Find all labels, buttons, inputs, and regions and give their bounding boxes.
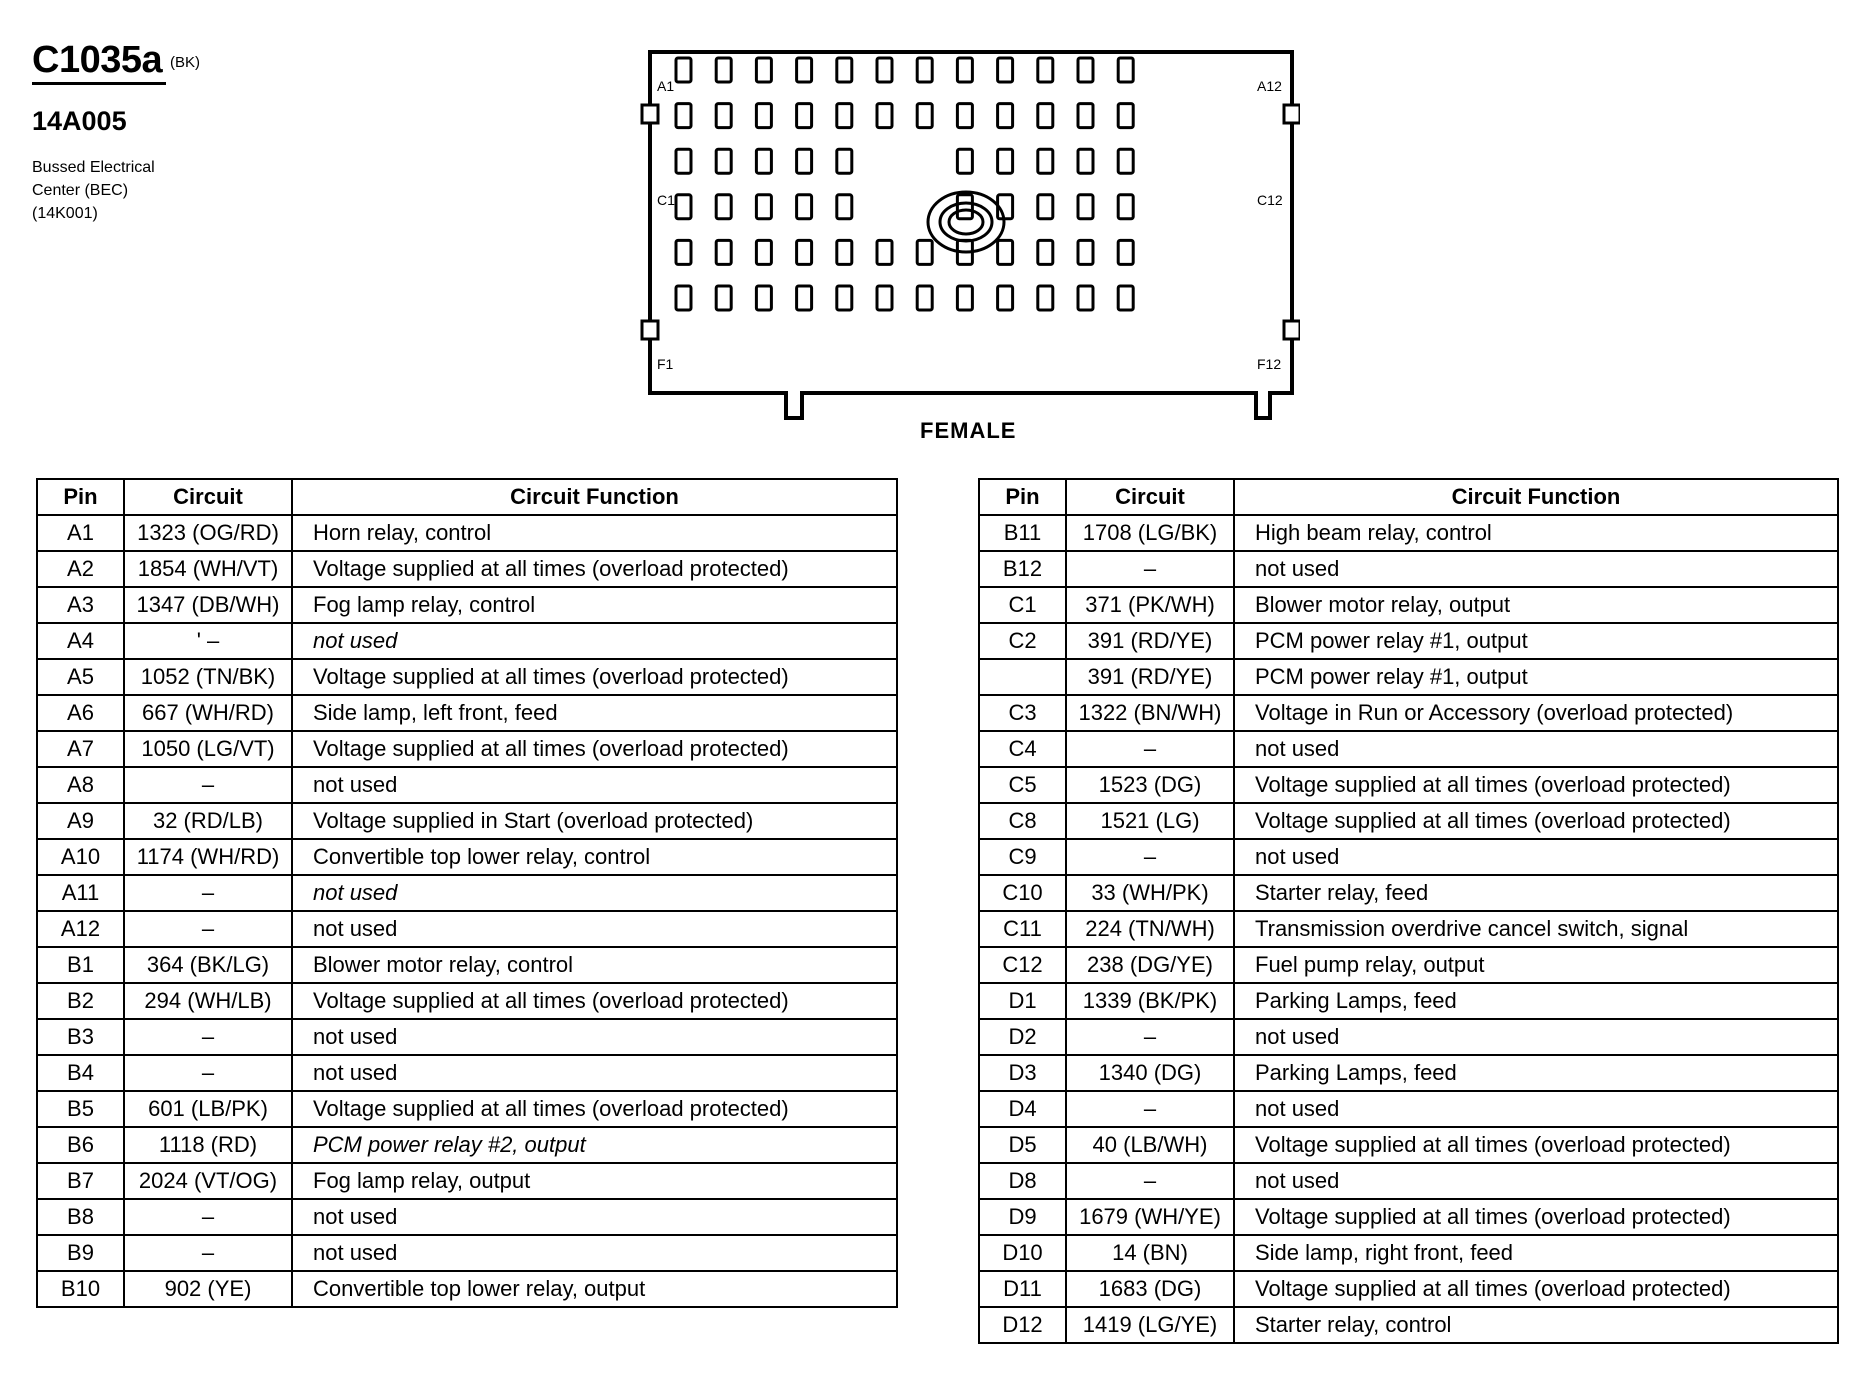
function-cell: Voltage supplied at all times (overload protected) (292, 659, 897, 695)
pin-cell: D8 (979, 1163, 1066, 1199)
pin-cavity (676, 58, 691, 82)
circuit-cell: – (124, 1019, 292, 1055)
circuit-cell: 1050 (LG/VT) (124, 731, 292, 767)
table-row (979, 947, 1838, 983)
table-row (979, 551, 1838, 587)
pin-cavity (797, 104, 812, 128)
table-row (979, 1235, 1838, 1271)
pin-cell: A4 (37, 623, 124, 659)
pin-cavities (676, 58, 1133, 310)
pin-cavity (1038, 240, 1053, 264)
circuit-cell: 391 (RD/YE) (1066, 623, 1234, 659)
circuit-cell: – (124, 1235, 292, 1271)
pin-cavity (837, 286, 852, 310)
function-cell: not used (292, 1235, 897, 1271)
pin-cavity (1078, 240, 1093, 264)
pin-cell: A8 (37, 767, 124, 803)
pin-cavity (716, 240, 731, 264)
pin-cell: A5 (37, 659, 124, 695)
latch-right-top (1284, 105, 1300, 123)
function-cell: Transmission overdrive cancel switch, signal (1234, 911, 1838, 947)
function-cell: Starter relay, feed (1234, 875, 1838, 911)
pin-cavity (1078, 195, 1093, 219)
pin-cavity (917, 286, 932, 310)
function-cell: Starter relay, control (1234, 1307, 1838, 1343)
description-line-2: Center (BEC) (32, 182, 129, 199)
pin-cavity (1118, 286, 1133, 310)
pin-cell: B5 (37, 1091, 124, 1127)
label-c12: C12 (1257, 192, 1283, 208)
circuit-cell: 1340 (DG) (1066, 1055, 1234, 1091)
table-row (979, 1307, 1838, 1343)
function-cell: Convertible top lower relay, control (292, 839, 897, 875)
circuit-cell: 1679 (WH/YE) (1066, 1199, 1234, 1235)
circuit-cell: 1052 (TN/BK) (124, 659, 292, 695)
function-cell: Voltage in Run or Accessory (overload protected) (1234, 695, 1838, 731)
latch-right-bottom (1284, 321, 1300, 339)
table-row (979, 695, 1838, 731)
circuit-cell: 238 (DG/YE) (1066, 947, 1234, 983)
table-row (37, 1271, 897, 1307)
pin-cavity (917, 240, 932, 264)
function-cell: Side lamp, right front, feed (1234, 1235, 1838, 1271)
pin-cavity (957, 195, 972, 219)
pin-cell: A7 (37, 731, 124, 767)
circuit-cell: 1521 (LG) (1066, 803, 1234, 839)
table-row (37, 875, 897, 911)
pin-cell: B9 (37, 1235, 124, 1271)
circuit-cell: – (1066, 1019, 1234, 1055)
pin-cavity (716, 286, 731, 310)
pin-cavity (797, 58, 812, 82)
connector-description (32, 156, 252, 225)
pin-cell: A3 (37, 587, 124, 623)
pin-cell: A6 (37, 695, 124, 731)
function-cell: Voltage supplied at all times (overload protected) (1234, 803, 1838, 839)
part-number: 14A005 (32, 106, 127, 136)
header-function: Circuit Function (1234, 479, 1838, 515)
table-row (37, 839, 897, 875)
pin-cell: B2 (37, 983, 124, 1019)
table-row (979, 1199, 1838, 1235)
table-row (979, 1091, 1838, 1127)
table-row (37, 659, 897, 695)
pin-cell: B3 (37, 1019, 124, 1055)
circuit-cell: – (1066, 1163, 1234, 1199)
table-row (979, 983, 1838, 1019)
pin-cell: B11 (979, 515, 1066, 551)
circuit-cell: – (1066, 1091, 1234, 1127)
function-cell: Voltage supplied at all times (overload protected) (1234, 1127, 1838, 1163)
function-cell: Convertible top lower relay, output (292, 1271, 897, 1307)
latch-left-top (642, 105, 658, 123)
table-row (979, 839, 1838, 875)
function-cell: not used (1234, 1091, 1838, 1127)
function-cell: not used (292, 767, 897, 803)
function-cell: Voltage supplied at all times (overload protected) (292, 983, 897, 1019)
table-row (979, 1055, 1838, 1091)
pin-cell: D10 (979, 1235, 1066, 1271)
function-cell: PCM power relay #1, output (1234, 623, 1838, 659)
pin-cell: D5 (979, 1127, 1066, 1163)
pin-cavity (837, 195, 852, 219)
pin-cavity (797, 240, 812, 264)
pin-cavity (1078, 104, 1093, 128)
table-row (37, 587, 897, 623)
function-cell: not used (1234, 839, 1838, 875)
table-row (979, 875, 1838, 911)
pin-cavity (797, 195, 812, 219)
function-cell: Parking Lamps, feed (1234, 1055, 1838, 1091)
pin-cavity (837, 58, 852, 82)
connector-face-diagram (630, 40, 1300, 430)
pin-cell: A2 (37, 551, 124, 587)
circuit-cell: 2024 (VT/OG) (124, 1163, 292, 1199)
pin-table-right (978, 478, 1839, 1344)
pin-cavity (756, 58, 771, 82)
table-row (979, 911, 1838, 947)
pin-cell (979, 659, 1066, 695)
function-cell: Fog lamp relay, output (292, 1163, 897, 1199)
function-cell: not used (292, 1019, 897, 1055)
circuit-cell: 14 (BN) (1066, 1235, 1234, 1271)
pin-cavity (1118, 58, 1133, 82)
pin-cell: D3 (979, 1055, 1066, 1091)
circuit-cell: 40 (LB/WH) (1066, 1127, 1234, 1163)
pin-cavity (1118, 104, 1133, 128)
pin-cavity (716, 149, 731, 173)
circuit-cell: 1174 (WH/RD) (124, 839, 292, 875)
pin-cavity (1118, 149, 1133, 173)
circuit-cell: – (124, 911, 292, 947)
table-row (37, 983, 897, 1019)
table-row (979, 1271, 1838, 1307)
circuit-cell: 364 (BK/LG) (124, 947, 292, 983)
pin-cell: C4 (979, 731, 1066, 767)
circuit-cell: – (1066, 551, 1234, 587)
circuit-cell: 391 (RD/YE) (1066, 659, 1234, 695)
pin-cell: C9 (979, 839, 1066, 875)
pin-cavity (957, 104, 972, 128)
table-header-row (37, 479, 897, 515)
function-cell: not used (292, 875, 897, 911)
table-row (37, 767, 897, 803)
pin-cell: D9 (979, 1199, 1066, 1235)
header-function: Circuit Function (292, 479, 897, 515)
description-line-1: Bussed Electrical (32, 159, 155, 176)
pin-cavity (998, 58, 1013, 82)
pin-cell: B6 (37, 1127, 124, 1163)
circuit-cell: 1854 (WH/VT) (124, 551, 292, 587)
table-row (37, 731, 897, 767)
function-cell: Blower motor relay, output (1234, 587, 1838, 623)
table-row (37, 695, 897, 731)
table-row (37, 623, 897, 659)
pin-cavity (676, 240, 691, 264)
table-row (37, 1091, 897, 1127)
pin-cell: B7 (37, 1163, 124, 1199)
function-cell: Voltage supplied at all times (overload protected) (292, 1091, 897, 1127)
function-cell: not used (292, 911, 897, 947)
pin-cavity (716, 58, 731, 82)
pin-cavity (837, 149, 852, 173)
description-line-3: (14K001) (32, 205, 98, 222)
pin-cell: D12 (979, 1307, 1066, 1343)
table-row (37, 803, 897, 839)
pin-cell: C5 (979, 767, 1066, 803)
pin-cavity (756, 104, 771, 128)
label-f12: F12 (1257, 356, 1282, 372)
pin-cavity (877, 104, 892, 128)
pin-cavity (998, 240, 1013, 264)
circuit-cell: – (124, 1055, 292, 1091)
circuit-cell: 601 (LB/PK) (124, 1091, 292, 1127)
label-f1: F1 (657, 356, 674, 372)
function-cell: Voltage supplied at all times (overload protected) (1234, 1199, 1838, 1235)
table-row (37, 911, 897, 947)
circuit-cell: 32 (RD/LB) (124, 803, 292, 839)
table-row (37, 551, 897, 587)
pin-cavity (756, 286, 771, 310)
function-cell: Fog lamp relay, control (292, 587, 897, 623)
function-cell: High beam relay, control (1234, 515, 1838, 551)
circuit-cell: – (1066, 731, 1234, 767)
pin-cavity (998, 149, 1013, 173)
pin-cavity (998, 286, 1013, 310)
label-a1: A1 (657, 78, 675, 94)
connector-gender-label: FEMALE (920, 418, 1017, 443)
header-circuit: Circuit (124, 479, 292, 515)
function-cell: not used (292, 623, 897, 659)
circuit-cell: 371 (PK/WH) (1066, 587, 1234, 623)
circuit-cell: 1419 (LG/YE) (1066, 1307, 1234, 1343)
latch-left-bottom (642, 321, 658, 339)
circuit-cell: – (124, 1199, 292, 1235)
table-row (37, 1163, 897, 1199)
function-cell: PCM power relay #1, output (1234, 659, 1838, 695)
pin-cavity (1078, 58, 1093, 82)
circuit-cell: 1118 (RD) (124, 1127, 292, 1163)
pin-cell: B4 (37, 1055, 124, 1091)
table-row (979, 1019, 1838, 1055)
function-cell: Voltage supplied in Start (overload protected) (292, 803, 897, 839)
header-pin: Pin (979, 479, 1066, 515)
label-a12: A12 (1257, 78, 1282, 94)
table-row (37, 515, 897, 551)
pin-cell: D1 (979, 983, 1066, 1019)
table-row (37, 1235, 897, 1271)
label-c1: C1 (657, 192, 675, 208)
table-row (37, 1055, 897, 1091)
pin-cavity (1038, 195, 1053, 219)
circuit-cell: 224 (TN/WH) (1066, 911, 1234, 947)
pin-table-left (36, 478, 898, 1308)
circuit-cell: 33 (WH/PK) (1066, 875, 1234, 911)
table-row (979, 803, 1838, 839)
pin-cell: C12 (979, 947, 1066, 983)
table-row (979, 731, 1838, 767)
table-header-row (979, 479, 1838, 515)
pin-cavity (1038, 286, 1053, 310)
circuit-cell: 294 (WH/LB) (124, 983, 292, 1019)
function-cell: not used (1234, 731, 1838, 767)
pin-cell: A11 (37, 875, 124, 911)
table-row (979, 587, 1838, 623)
function-cell: Blower motor relay, control (292, 947, 897, 983)
pin-cavity (957, 58, 972, 82)
table-row (37, 1019, 897, 1055)
table-row (37, 947, 897, 983)
pin-cell: A10 (37, 839, 124, 875)
pin-cavity (998, 104, 1013, 128)
circuit-cell: 1523 (DG) (1066, 767, 1234, 803)
circuit-cell: 902 (YE) (124, 1271, 292, 1307)
pin-cavity (837, 240, 852, 264)
pin-cavity (877, 58, 892, 82)
pin-cavity (1078, 149, 1093, 173)
pin-cavity (756, 195, 771, 219)
table-row (979, 767, 1838, 803)
pin-cavity (917, 104, 932, 128)
pin-cell: C10 (979, 875, 1066, 911)
pin-cavity (837, 104, 852, 128)
pin-cavity (756, 149, 771, 173)
pin-cavity (1038, 104, 1053, 128)
circuit-cell: – (124, 767, 292, 803)
function-cell: not used (1234, 551, 1838, 587)
pin-cell: B10 (37, 1271, 124, 1307)
pin-cavity (1078, 286, 1093, 310)
function-cell: Voltage supplied at all times (overload protected) (292, 731, 897, 767)
function-cell: not used (292, 1199, 897, 1235)
pin-cell: A1 (37, 515, 124, 551)
table-row (37, 1199, 897, 1235)
pin-cavity (716, 195, 731, 219)
pin-cell: A9 (37, 803, 124, 839)
pin-cell: B8 (37, 1199, 124, 1235)
function-cell: Voltage supplied at all times (overload protected) (292, 551, 897, 587)
pin-cavity (797, 149, 812, 173)
pin-cell: C11 (979, 911, 1066, 947)
function-cell: Voltage supplied at all times (overload protected) (1234, 1271, 1838, 1307)
header-pin: Pin (37, 479, 124, 515)
circuit-cell: ' – (124, 623, 292, 659)
circuit-cell: – (1066, 839, 1234, 875)
circuit-cell: 667 (WH/RD) (124, 695, 292, 731)
function-cell: not used (1234, 1163, 1838, 1199)
pin-cavity (797, 286, 812, 310)
pin-cavity (1118, 240, 1133, 264)
pin-cell: C2 (979, 623, 1066, 659)
function-cell: Horn relay, control (292, 515, 897, 551)
circuit-cell: 1322 (BN/WH) (1066, 695, 1234, 731)
pin-cell: D11 (979, 1271, 1066, 1307)
pin-cavity (917, 58, 932, 82)
circuit-cell: 1323 (OG/RD) (124, 515, 292, 551)
connector-color: (BK) (170, 54, 200, 71)
pin-cell: C3 (979, 695, 1066, 731)
function-cell: not used (1234, 1019, 1838, 1055)
pin-cavity (957, 286, 972, 310)
pin-cavity (676, 104, 691, 128)
pin-cavity (676, 149, 691, 173)
table-row (979, 515, 1838, 551)
pin-cavity (676, 286, 691, 310)
table-row (979, 623, 1838, 659)
function-cell: not used (292, 1055, 897, 1091)
pin-cell: C8 (979, 803, 1066, 839)
pin-cavity (877, 240, 892, 264)
pin-cell: C1 (979, 587, 1066, 623)
function-cell: Fuel pump relay, output (1234, 947, 1838, 983)
circuit-cell: 1708 (LG/BK) (1066, 515, 1234, 551)
pin-cell: A12 (37, 911, 124, 947)
circuit-cell: 1339 (BK/PK) (1066, 983, 1234, 1019)
pin-cavity (957, 149, 972, 173)
table-row (979, 1163, 1838, 1199)
table-row (37, 1127, 897, 1163)
function-cell: PCM power relay #2, output (292, 1127, 897, 1163)
pin-cavity (1118, 195, 1133, 219)
keying-post-core (949, 210, 983, 234)
connector-id: C1035a (32, 38, 166, 85)
pin-cell: B12 (979, 551, 1066, 587)
pin-cell: B1 (37, 947, 124, 983)
circuit-cell: 1347 (DB/WH) (124, 587, 292, 623)
pin-cavity (676, 195, 691, 219)
function-cell: Side lamp, left front, feed (292, 695, 897, 731)
pin-cavity (877, 286, 892, 310)
pin-cavity (716, 104, 731, 128)
circuit-cell: 1683 (DG) (1066, 1271, 1234, 1307)
pin-cavity (1038, 58, 1053, 82)
circuit-cell: – (124, 875, 292, 911)
table-row (979, 659, 1838, 695)
pin-cell: D4 (979, 1091, 1066, 1127)
function-cell: Parking Lamps, feed (1234, 983, 1838, 1019)
function-cell: Voltage supplied at all times (overload protected) (1234, 767, 1838, 803)
pin-cell: D2 (979, 1019, 1066, 1055)
header-circuit: Circuit (1066, 479, 1234, 515)
table-row (979, 1127, 1838, 1163)
pin-cavity (756, 240, 771, 264)
pin-cavity (1038, 149, 1053, 173)
